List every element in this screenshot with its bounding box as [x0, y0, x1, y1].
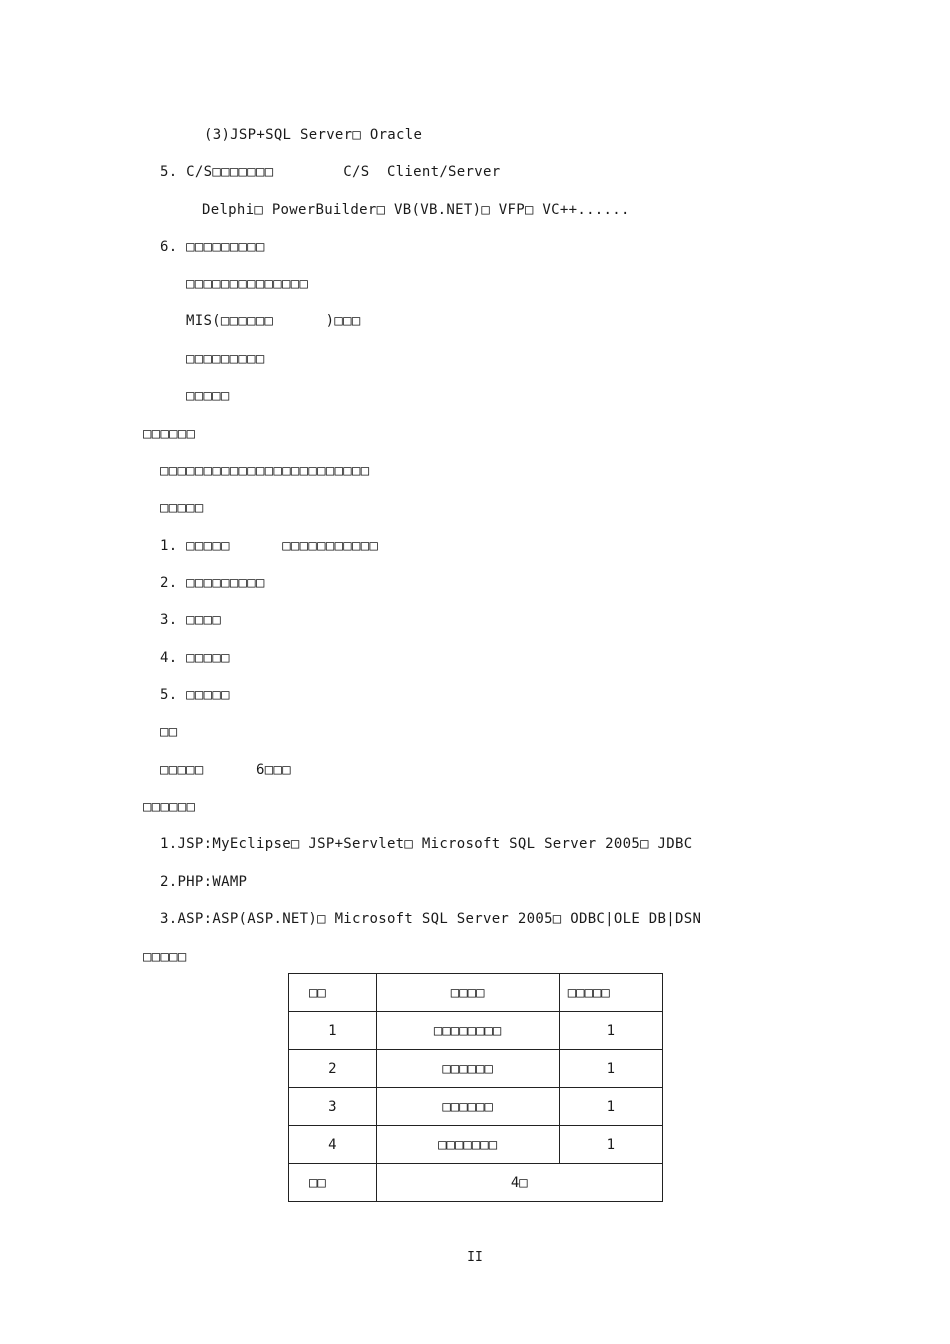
text-line: □□□□□ — [186, 388, 230, 404]
section-heading: □□□□□□ — [143, 426, 196, 442]
summary-table — [288, 973, 663, 1202]
table-cell: □□□□□□□□ — [376, 1012, 559, 1050]
text-line: 2. □□□□□□□□□ — [160, 575, 265, 591]
table-row — [289, 1126, 663, 1164]
text-line: 5. C/S□□□□□□□ C/S Client/Server — [160, 164, 501, 180]
table-row — [289, 1050, 663, 1088]
text-line: □□□□□ 6□□□ — [160, 762, 291, 778]
text-line: □□□□□□□□□□□□□□□□□□□□□□□□ — [160, 463, 370, 479]
text-line: □□ — [160, 724, 178, 740]
table-total-row — [289, 1164, 663, 1202]
table-cell: 4 — [289, 1126, 377, 1164]
text-line: 6. □□□□□□□□□ — [160, 239, 265, 255]
table-header-cell: □□□□□ — [559, 974, 662, 1012]
table-cell: □□□□□□□ — [376, 1126, 559, 1164]
page-number: II — [467, 1250, 483, 1265]
text-line: 5. □□□□□ — [160, 687, 230, 703]
text-line: 1. □□□□□ □□□□□□□□□□□ — [160, 538, 379, 554]
text-line: 1.JSP:MyEclipse□ JSP+Servlet□ Microsoft SQL Server 2005□ JDBC — [160, 836, 693, 852]
table-header-row — [289, 974, 663, 1012]
table-header-cell: □□ — [289, 974, 377, 1012]
text-line: □□□□□ — [160, 500, 204, 516]
table-cell: 1 — [559, 1088, 662, 1126]
table-cell: 4□ — [376, 1164, 662, 1202]
table-header-cell: □□□□ — [376, 974, 559, 1012]
text-line: 4. □□□□□ — [160, 650, 230, 666]
table-cell: 1 — [559, 1126, 662, 1164]
table-cell: 3 — [289, 1088, 377, 1126]
text-line: MIS(□□□□□□ )□□□ — [186, 313, 361, 329]
section-heading: □□□□□□ — [143, 799, 196, 815]
text-line: 3.ASP:ASP(ASP.NET)□ Microsoft SQL Server 2005□ ODBC|OLE DB|DSN — [160, 911, 702, 927]
table-cell: □□□□□□ — [376, 1088, 559, 1126]
text-line: □□□□□□□□□□□□□□ — [186, 276, 309, 292]
text-line: □□□□□□□□□ — [186, 351, 265, 367]
table-cell: 1 — [559, 1012, 662, 1050]
table-row — [289, 1088, 663, 1126]
table-cell: □□ — [289, 1164, 377, 1202]
table-cell: □□□□□□ — [376, 1050, 559, 1088]
text-line: 2.PHP:WAMP — [160, 874, 248, 890]
section-heading: □□□□□ — [143, 949, 187, 965]
text-line: 3. □□□□ — [160, 612, 222, 628]
table-cell: 1 — [289, 1012, 377, 1050]
table-cell: 1 — [559, 1050, 662, 1088]
table-row — [289, 1012, 663, 1050]
text-line: Delphi□ PowerBuilder□ VB(VB.NET)□ VFP□ VC++...... — [202, 202, 630, 218]
table-cell: 2 — [289, 1050, 377, 1088]
text-line: (3)JSP+SQL Server□ Oracle — [204, 127, 423, 143]
